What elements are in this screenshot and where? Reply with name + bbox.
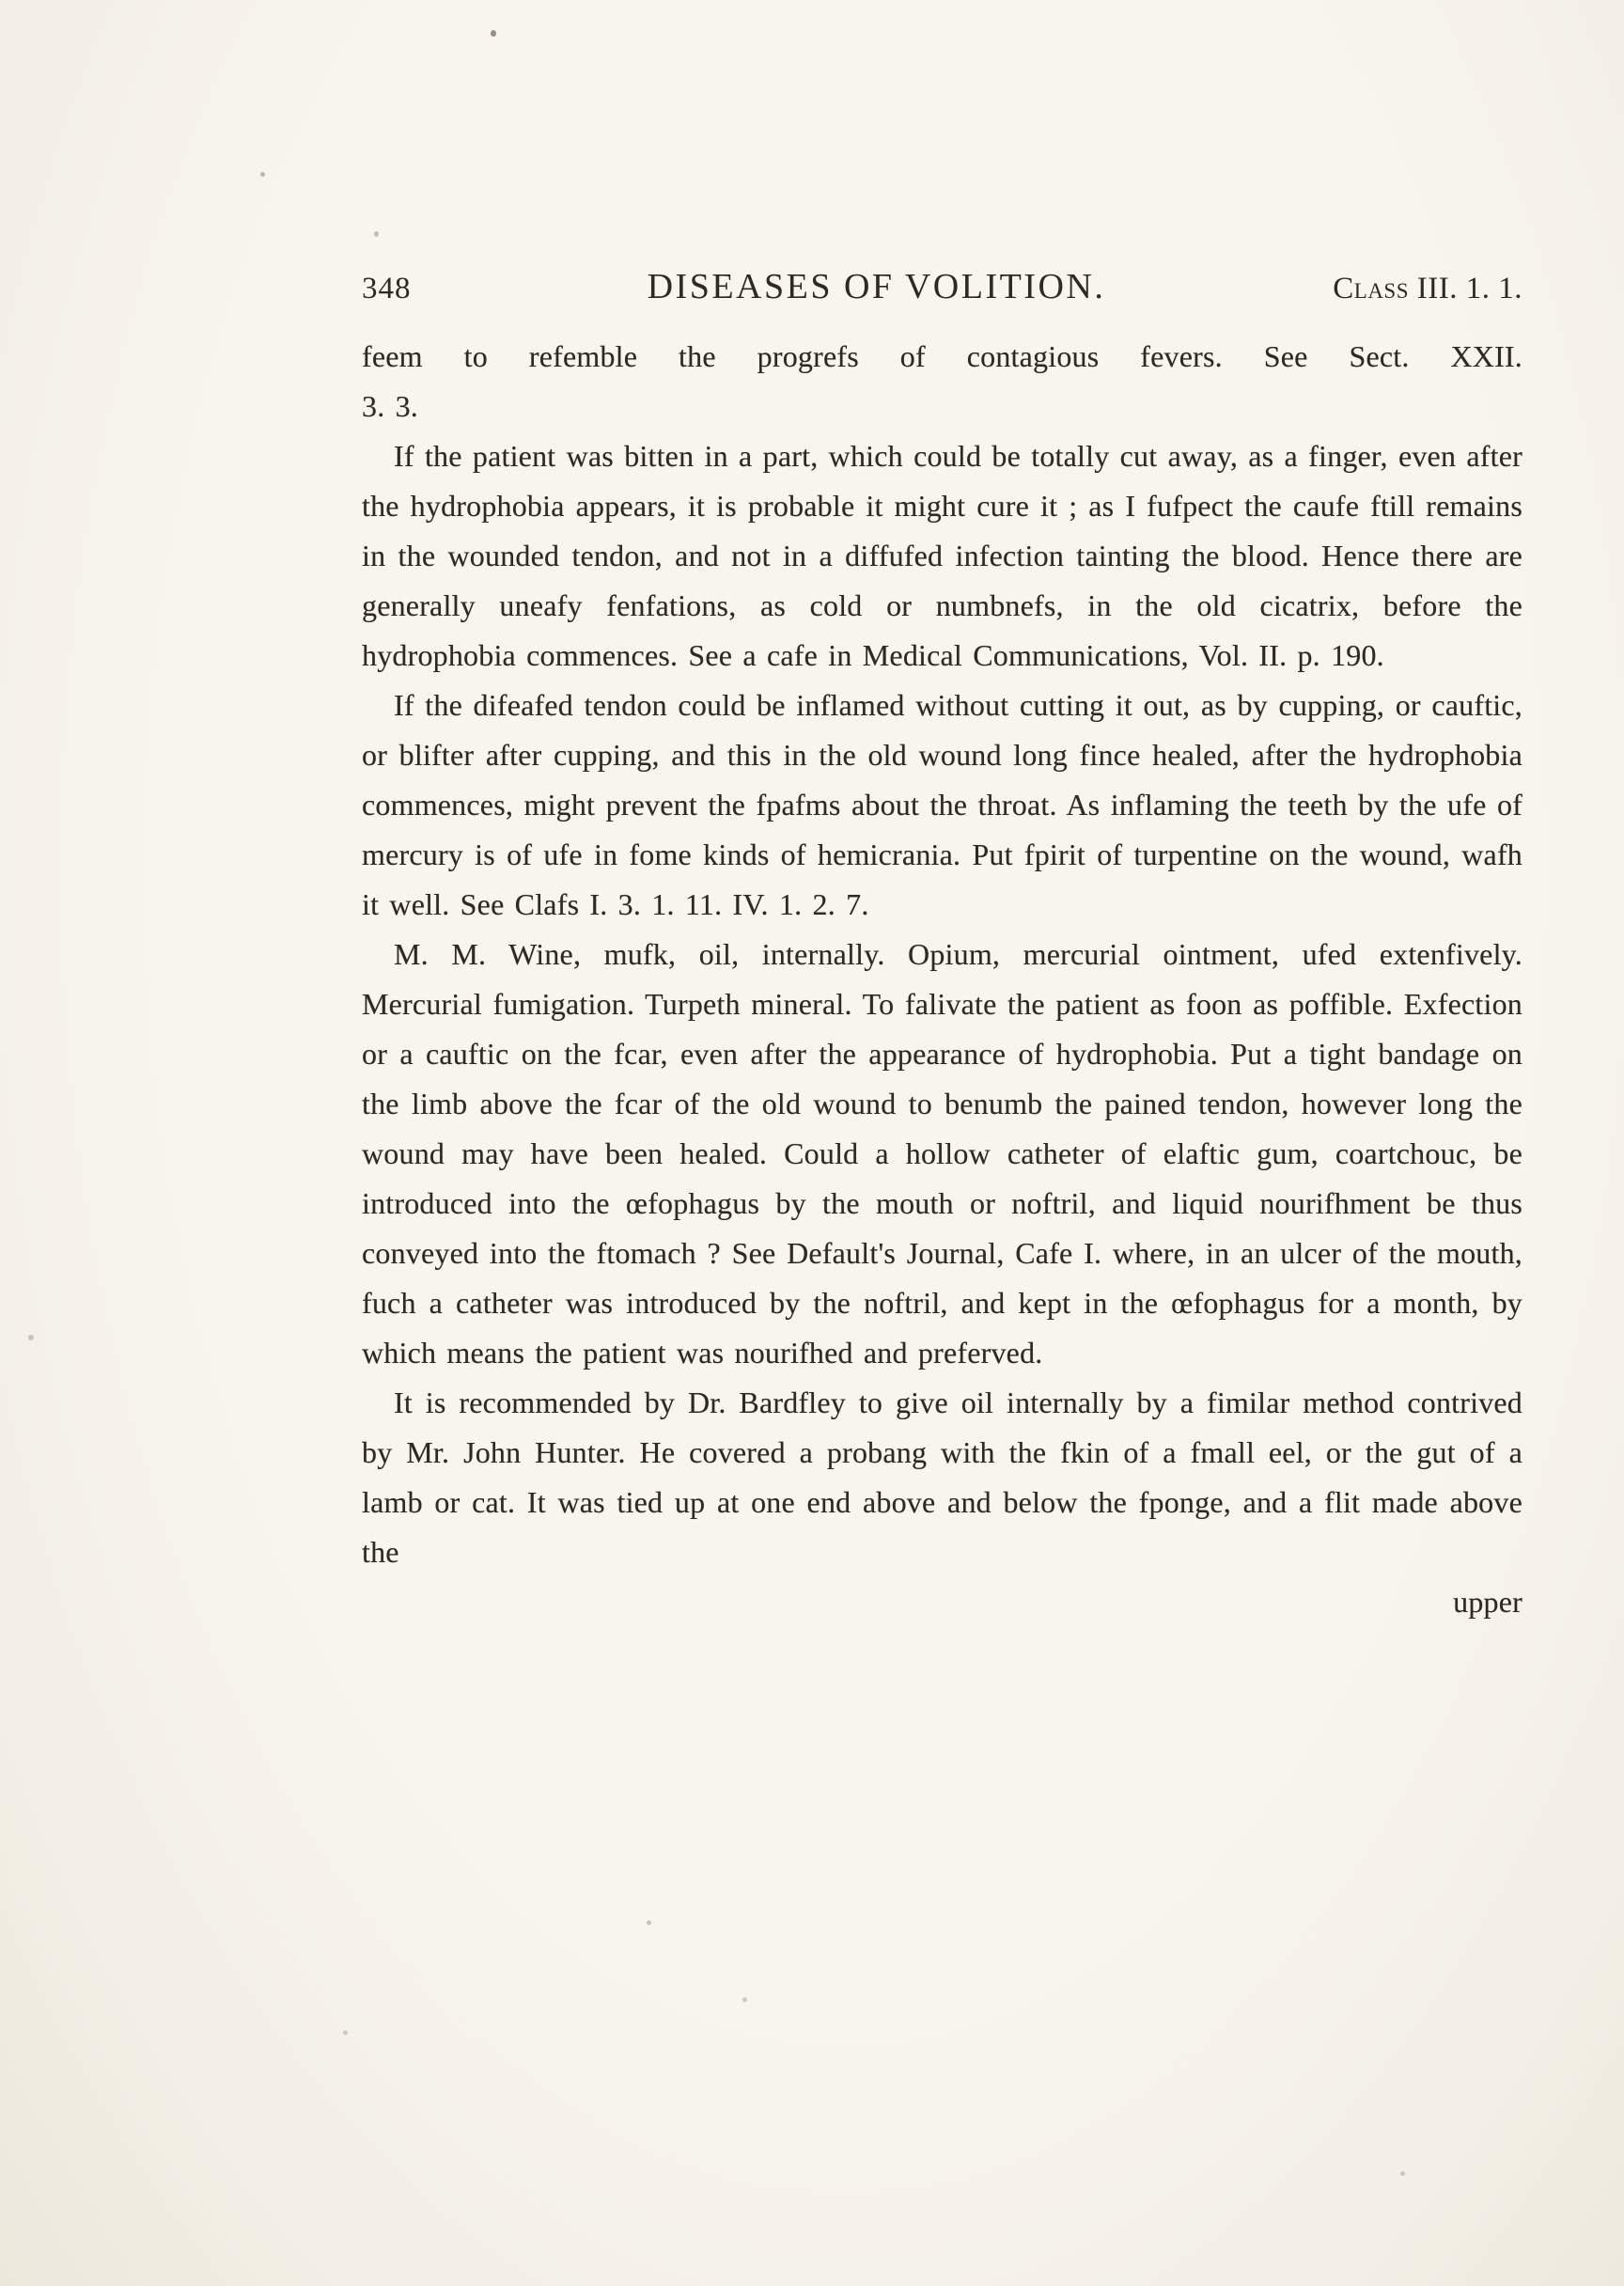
scan-speck [343,2030,348,2035]
page-number: 348 [362,272,412,305]
text-block [362,332,1522,1627]
paragraph-3: M. M. Wine, mufk, oil, internally. Opium, mercurial ointment, ufed extenfively. Mercurial fumigation. Turpeth mineral. To falivate the patient as foon as poffible. Exfection or a cauftic on the fcar, even after the appearance of hydrophobia. Put a tight bandage on the limb above the fcar of the old wound to benumb the pained tendon, however long the wound may have been healed. Could a hollow catheter of elaftic gum, coartchouc, be introduced into the œfophagus by the mouth or noftril, and liquid nourifhment be thus conveyed into the ftomach ? See Default's Journal, Cafe I. where, in an ulcer of the mouth, fuch a catheter was introduced by the noftril, and kept in the œfophagus for a month, by which means the patient was nourifhed and preferved. [362,937,1522,1370]
scan-speck [260,172,265,177]
page-header [362,266,1522,307]
scan-speck [742,1997,747,2002]
paragraph-2: If the difeafed tendon could be inflamed without cutting it out, as by cupping, or cauftic, or blifter after cupping, and this in the old wound long fince healed, after the hydrophobia commences, might prevent the fpafms about the throat. As inflaming the teeth by the ufe of mercury is of ufe in fome kinds of hemicrania. Put fpirit of turpentine on the wound, wafh it well. See Clafs I. 3. 1. 11. IV. 1. 2. 7. [362,688,1522,921]
paragraph-4: It is recommended by Dr. Bardfley to give oil internally by a fimilar method contrived by Mr. John Hunter. He covered a probang with the fkin of a fmall eel, or the gut of a lamb or cat. It was tied up at one end above and below the fponge, and a flit made above the [362,1386,1522,1569]
class-label: Class III. 1. 1. [1333,272,1522,305]
page-content [362,266,1522,1627]
scan-speck [374,231,379,237]
paragraph-1: If the patient was bitten in a part, which could be totally cut away, as a finger, even after the hydrophobia appears, it is probable it might cure it ; as I fufpect the caufe ftill remains in the wounded tendon, and not in a diffufed infection tainting the blood. Hence there are generally uneafy fenfations, as cold or numbnefs, in the old cicatrix, before the hydrophobia commences. See a cafe in Medical Communications, Vol. II. p. 190. [362,439,1522,672]
running-title: DISEASES OF VOLITION. [647,267,1106,306]
scan-speck [1400,2171,1405,2176]
section-reference-line: 3. 3. [362,389,418,423]
scan-speck [491,30,496,37]
catchword: upper [1453,1585,1522,1619]
continuation-line: feem to refemble the progrefs of contagious fevers. See Sect. XXII. [362,339,1522,373]
scan-speck [28,1335,34,1340]
scan-speck [647,1920,651,1925]
